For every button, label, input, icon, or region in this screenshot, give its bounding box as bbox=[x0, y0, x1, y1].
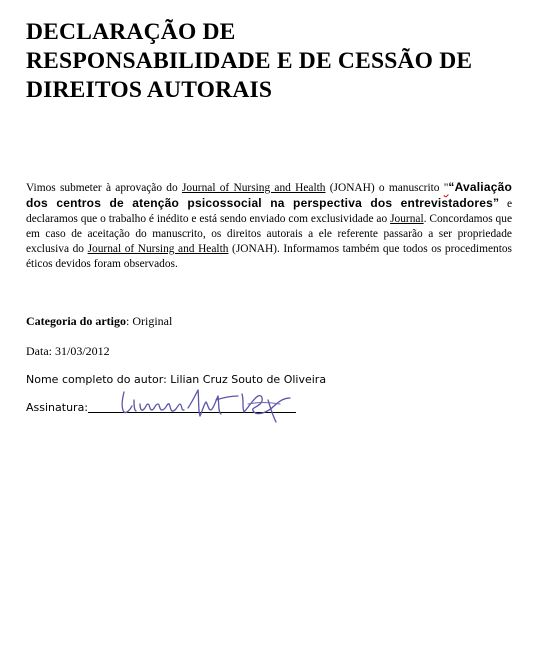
signature-label: Assinatura: bbox=[26, 401, 89, 414]
paragraph-after-title: e declaramos que o trabalho é inédito e está sendo enviado com exclusividade ao bbox=[26, 198, 512, 225]
title-line-2: RESPONSABILIDADE E DE CESSÃO DE bbox=[26, 48, 473, 74]
title-line-3: DIREITOS AUTORAIS bbox=[26, 77, 273, 103]
journal-short: Journal bbox=[390, 213, 424, 225]
title-line-1: DECLARAÇÃO DE bbox=[26, 19, 236, 45]
date-field: Data: 31/03/2012 bbox=[26, 344, 110, 358]
document-title bbox=[26, 18, 526, 105]
handwritten-signature bbox=[118, 386, 298, 426]
category-label: Categoria do artigo bbox=[26, 314, 126, 328]
paragraph-after-journal: (JONAH) o manuscrito bbox=[325, 182, 444, 194]
signature-field bbox=[26, 400, 88, 415]
journal-name: Journal of Nursing and Health bbox=[181, 182, 326, 194]
paragraph-after-short: . Concordamos que em caso de aceitação do manuscrito, os direitos autorais a ele referente passarão a ser propriedade exclusiva do bbox=[26, 213, 513, 255]
declaration-paragraph bbox=[26, 180, 512, 272]
journal-name-2: Journal of Nursing and Health bbox=[87, 243, 229, 255]
category-value: : Original bbox=[125, 314, 173, 328]
manuscript-title: “Avaliação dos centros de atenção psicossocial na perspectiva dos entrevistadores” bbox=[26, 180, 512, 210]
author-text: Nome completo do autor: Lilian Cruz Souto de Oliveira bbox=[26, 373, 327, 386]
category-field bbox=[26, 314, 172, 329]
paragraph-ending: (JONAH). Informamos também que todos os procedimentos éticos devidos foram observados. bbox=[26, 243, 512, 270]
quote-mark: " bbox=[443, 182, 449, 194]
author-field bbox=[26, 372, 326, 387]
paragraph-intro: Vimos submeter à aprovação do bbox=[26, 182, 182, 194]
